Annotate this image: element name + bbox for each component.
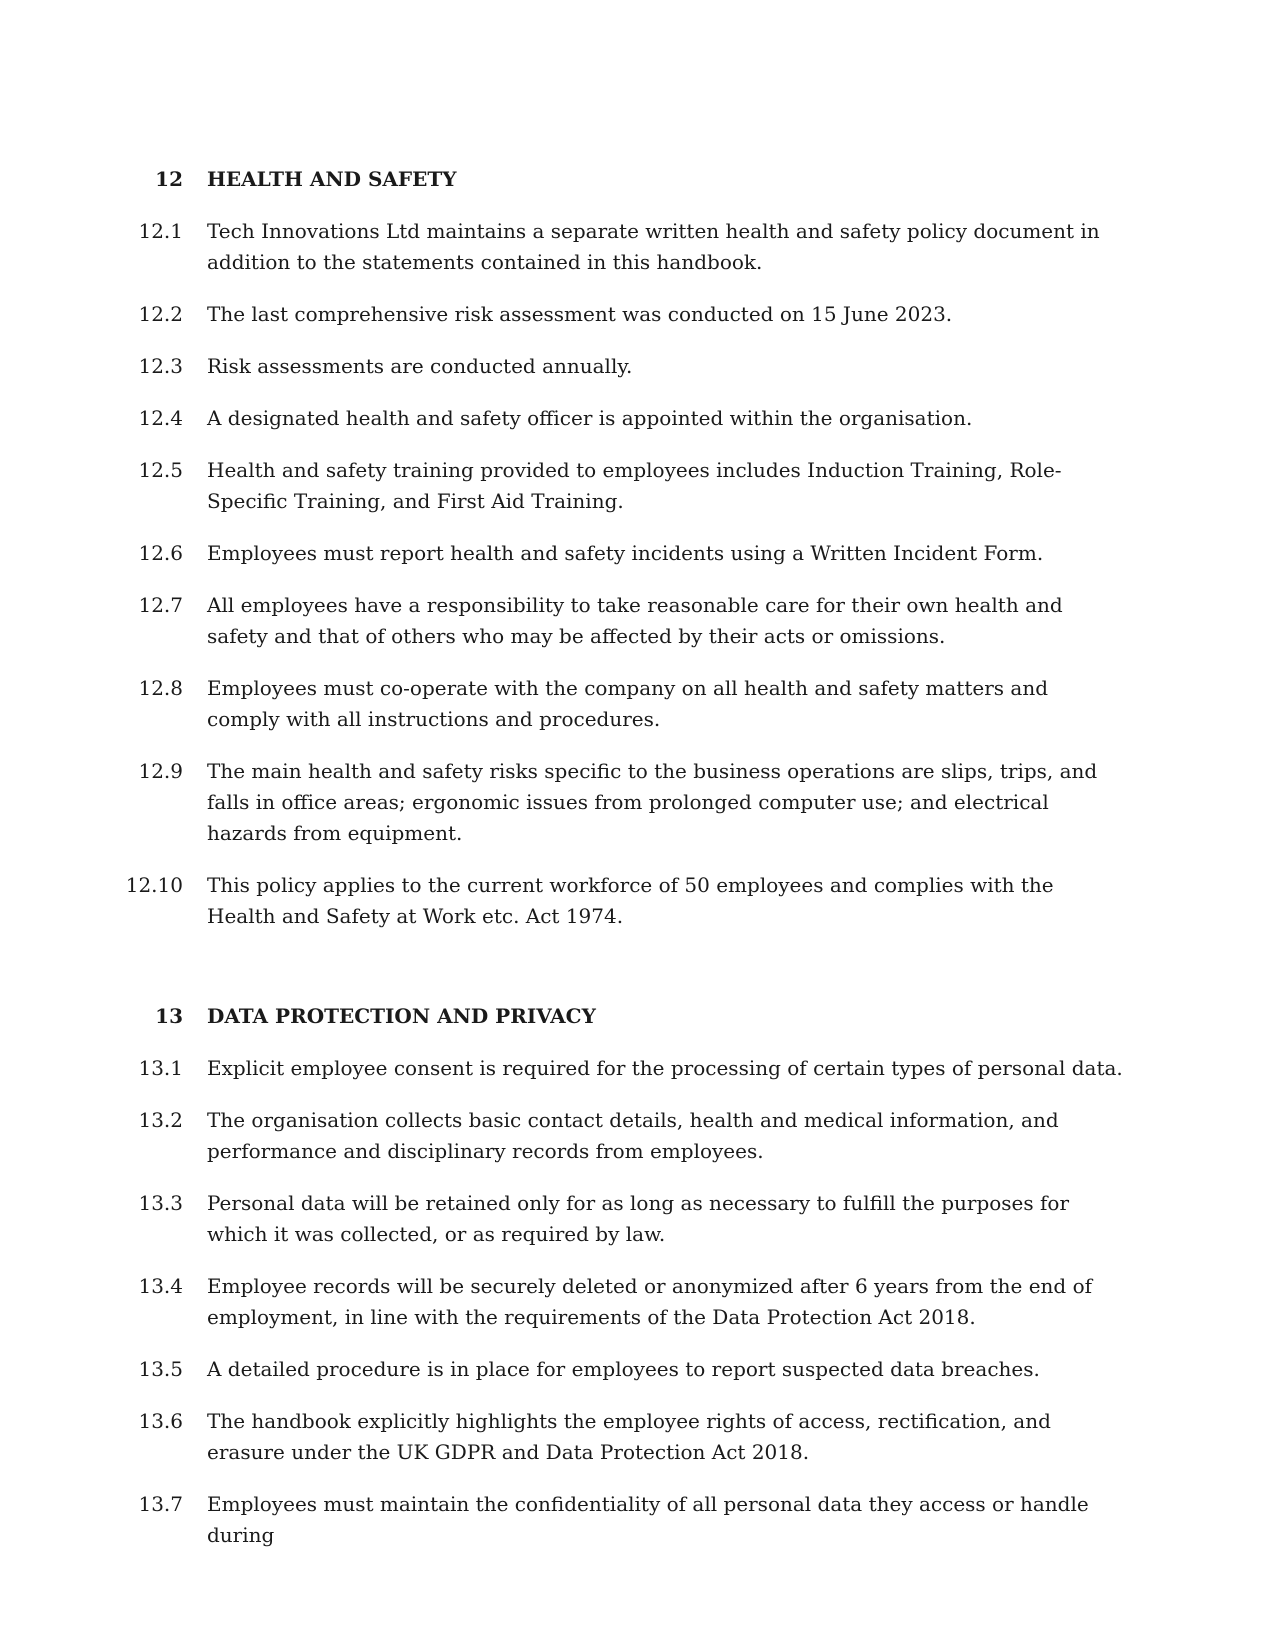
clause-number: 12.7 bbox=[138, 593, 183, 617]
section-health-and-safety bbox=[0, 164, 1275, 953]
clause-12-9 bbox=[0, 756, 1275, 849]
clause-number: 13.5 bbox=[138, 1357, 183, 1381]
clause-text: Personal data will be retained only for as long as necessary to fulfill the purposes for which it was collected, or as required by law. bbox=[207, 1191, 1070, 1246]
clause-text: Tech Innovations Ltd maintains a separate written health and safety policy document in addition to the statements contained in this handbook. bbox=[207, 219, 1100, 274]
clause-number: 12.1 bbox=[138, 219, 183, 243]
clause-13-4 bbox=[0, 1271, 1275, 1333]
section-title: HEALTH AND SAFETY bbox=[207, 167, 457, 191]
clause-number: 12.2 bbox=[138, 302, 183, 326]
clause-text: The last comprehensive risk assessment was conducted on 15 June 2023. bbox=[207, 302, 953, 326]
clause-13-3 bbox=[0, 1188, 1275, 1250]
clause-text: Employee records will be securely deleted or anonymized after 6 years from the end of employment, in line with the requirements of the Data Protection Act 2018. bbox=[207, 1274, 1093, 1329]
clause-text: Employees must co-operate with the company on all health and safety matters and comply with all instructions and procedures. bbox=[207, 676, 1049, 731]
clause-text: The handbook explicitly highlights the employee rights of access, rectification, and erasure under the UK GDPR and Data Protection Act 2018. bbox=[207, 1409, 1051, 1464]
clause-number: 13.2 bbox=[138, 1108, 183, 1132]
clause-12-6 bbox=[0, 538, 1275, 569]
clause-text: Health and safety training provided to employees includes Induction Training, Role-Specific Training, and First Aid Training. bbox=[207, 458, 1062, 513]
clause-number: 12.3 bbox=[138, 354, 183, 378]
clause-number: 12.4 bbox=[138, 406, 183, 430]
clause-12-2 bbox=[0, 299, 1275, 330]
clause-12-3 bbox=[0, 351, 1275, 382]
clause-text: Explicit employee consent is required for the processing of certain types of personal data. bbox=[207, 1056, 1123, 1080]
clause-number: 12.8 bbox=[138, 676, 183, 700]
clause-12-4 bbox=[0, 403, 1275, 434]
section-heading bbox=[0, 1001, 1275, 1031]
clause-12-10 bbox=[0, 870, 1275, 932]
clause-13-6 bbox=[0, 1406, 1275, 1468]
clause-number: 13.4 bbox=[138, 1274, 183, 1298]
clause-number: 13.1 bbox=[138, 1056, 183, 1080]
clause-number: 12.9 bbox=[138, 759, 183, 783]
clause-number: 13.3 bbox=[138, 1191, 183, 1215]
section-heading bbox=[0, 164, 1275, 194]
clause-text: Risk assessments are conducted annually. bbox=[207, 354, 633, 378]
clause-text: The main health and safety risks specific to the business operations are slips, trips, and falls in office areas; ergonomic issues from prolonged computer use; and electrical hazards from equipment. bbox=[207, 759, 1098, 845]
section-title: DATA PROTECTION AND PRIVACY bbox=[207, 1004, 596, 1028]
clause-text: The organisation collects basic contact details, health and medical information, and performance and disciplinary records from employees. bbox=[207, 1108, 1059, 1163]
clause-number: 12.10 bbox=[125, 873, 183, 897]
clause-text: This policy applies to the current workforce of 50 employees and complies with the Health and Safety at Work etc. Act 1974. bbox=[207, 873, 1054, 928]
clause-number: 13.6 bbox=[138, 1409, 183, 1433]
clause-number: 12.5 bbox=[138, 458, 183, 482]
clause-number: 12.6 bbox=[138, 541, 183, 565]
clause-12-1 bbox=[0, 216, 1275, 278]
clause-13-2 bbox=[0, 1105, 1275, 1167]
clause-number: 13.7 bbox=[138, 1492, 183, 1516]
clause-13-7 bbox=[0, 1489, 1275, 1551]
clause-13-1 bbox=[0, 1053, 1275, 1084]
section-number: 12 bbox=[155, 167, 183, 191]
section-number: 13 bbox=[155, 1004, 183, 1028]
clause-text: All employees have a responsibility to take reasonable care for their own health and safety and that of others who may be affected by their acts or omissions. bbox=[207, 593, 1063, 648]
clause-text: A designated health and safety officer is appointed within the organisation. bbox=[207, 406, 973, 430]
clause-12-5 bbox=[0, 455, 1275, 517]
clause-text: Employees must report health and safety incidents using a Written Incident Form. bbox=[207, 541, 1044, 565]
clause-13-5 bbox=[0, 1354, 1275, 1385]
clause-12-8 bbox=[0, 673, 1275, 735]
section-data-protection bbox=[0, 1001, 1275, 1572]
clause-text: A detailed procedure is in place for employees to report suspected data breaches. bbox=[207, 1357, 1040, 1381]
clause-text: Employees must maintain the confidentiality of all personal data they access or handle during bbox=[207, 1492, 1089, 1547]
clause-12-7 bbox=[0, 590, 1275, 652]
